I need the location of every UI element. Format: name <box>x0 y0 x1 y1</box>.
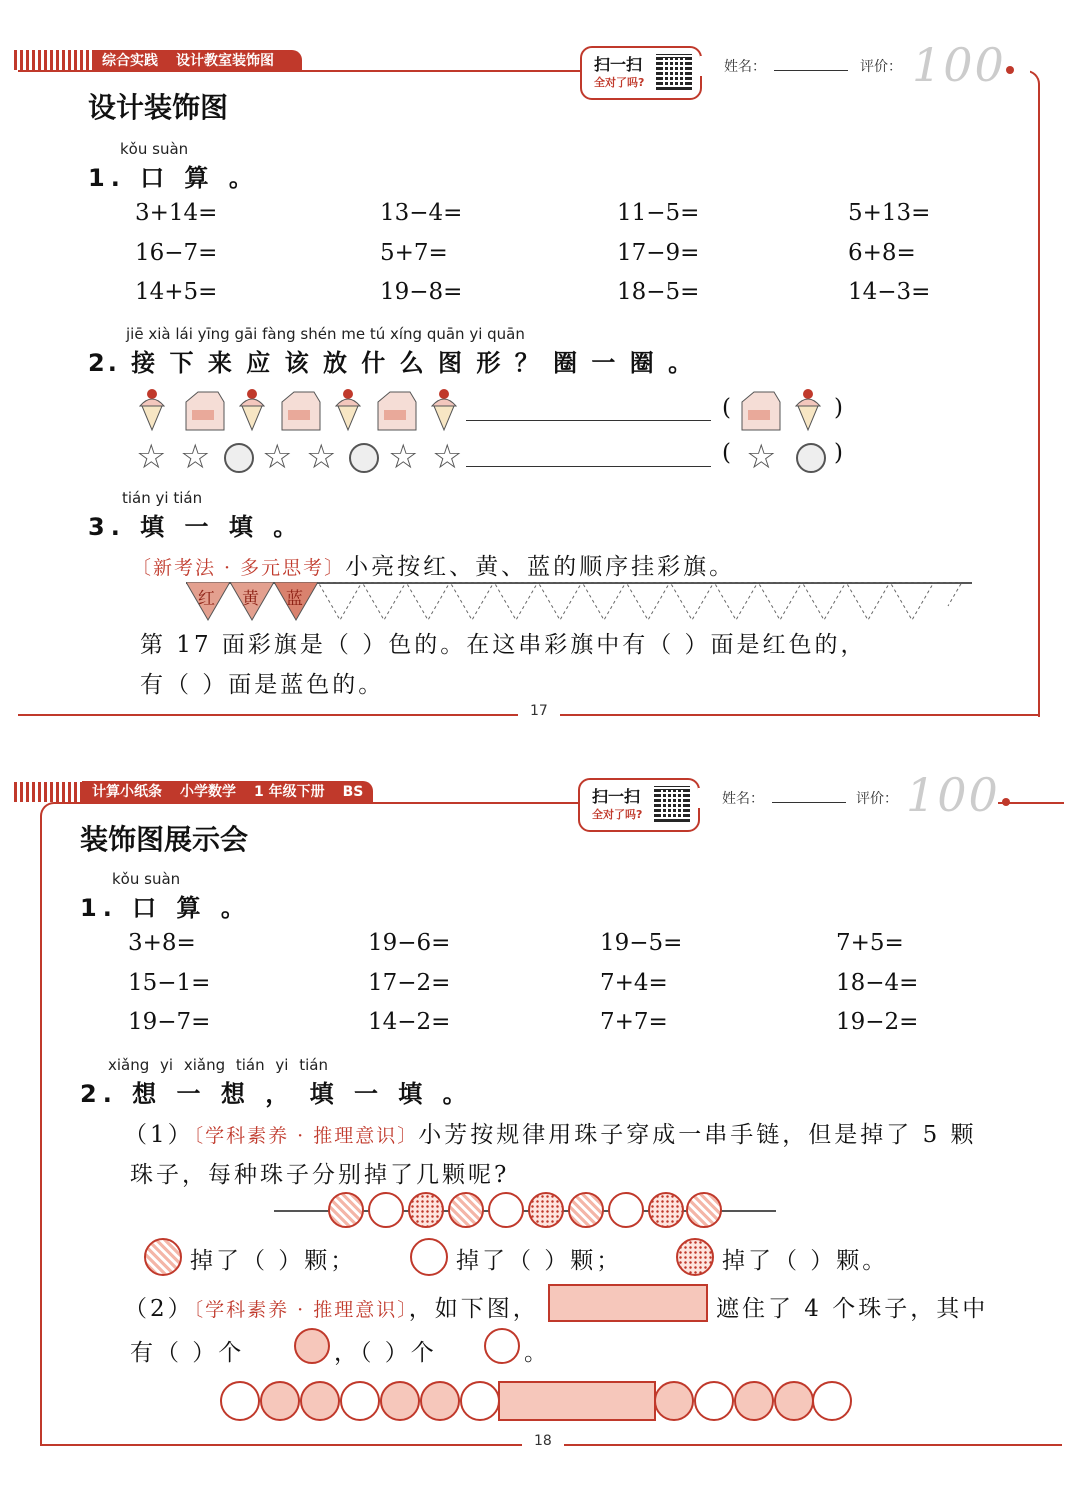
q1-equation: 18−4= <box>836 970 919 996</box>
q1-equation: 18−5= <box>617 279 700 305</box>
page-title: 设计装饰图 <box>88 91 229 124</box>
q3-tag: 〔新考法 · 多元思考〕 <box>132 557 346 579</box>
eval-label: 评价： <box>856 791 898 807</box>
bead-filled <box>380 1381 420 1421</box>
q1-equation: 17−2= <box>368 970 451 996</box>
bead-striped <box>568 1192 604 1228</box>
bead-plain <box>694 1381 734 1421</box>
bead-plain <box>460 1381 500 1421</box>
icecream-icon <box>140 389 164 430</box>
icecream-icon <box>336 389 360 430</box>
p2-text2: 遮住了 4 个珠子，其中 <box>716 1296 989 1322</box>
bead-filled <box>420 1381 460 1421</box>
answer-line[interactable] <box>466 466 711 467</box>
q2-heading: 2. 想 一 想 ， 填 一 填 。 <box>80 1080 473 1108</box>
star-icon: ☆ <box>306 437 337 477</box>
p2-text3a: 有（ ）个 <box>130 1340 245 1366</box>
q3-intro: 小亮按红、黄、蓝的顺序挂彩旗。 <box>345 554 736 580</box>
bead-dotted <box>528 1192 564 1228</box>
q1-equation: 17−9= <box>617 240 700 266</box>
circle-icon[interactable] <box>796 443 826 473</box>
q1-equation: 14−2= <box>368 1009 451 1035</box>
choice-paren-close: ) <box>834 440 846 466</box>
bead-plain <box>368 1192 404 1228</box>
frame-dot <box>1006 66 1014 74</box>
q2-heading: 2. 接 下 来 应 该 放 什 么 图 形 ？ 圈 一 圈 。 <box>88 349 696 377</box>
scan-qr-box[interactable] <box>580 46 702 100</box>
bead-plain <box>812 1381 852 1421</box>
q1-equation: 19−2= <box>836 1009 919 1035</box>
worksheet-page-17 <box>0 0 1080 745</box>
p2-tag: 〔学科素养 · 推理意识〕 <box>193 1299 409 1321</box>
answer-dotted: 掉了（ ）颗。 <box>722 1248 889 1274</box>
milk-box-icon <box>742 392 780 430</box>
q1-heading: 1. 口 算 。 <box>80 894 251 922</box>
q3-heading: 3. 填 一 填 。 <box>88 513 304 541</box>
header-tag <box>82 781 373 803</box>
p1-number: （1） <box>124 1122 194 1148</box>
star-icon[interactable]: ☆ <box>746 437 777 477</box>
p2-text1: ，如下图， <box>408 1296 539 1322</box>
q1-equation: 13−4= <box>380 200 463 226</box>
name-label: 姓名： <box>722 791 764 807</box>
p1-text2: 珠子，每种珠子分别掉了几颗呢? <box>130 1162 510 1188</box>
page-number: 18 <box>522 1433 564 1449</box>
header-tag-topic: 设计教室装饰图 <box>176 53 274 69</box>
q3-question-line2: 有（ ）面是蓝色的。 <box>140 672 385 698</box>
page-number: 17 <box>518 703 560 719</box>
q1-equation: 14−3= <box>848 279 931 305</box>
q1-equation: 15−1= <box>128 970 211 996</box>
bead-plain <box>608 1192 644 1228</box>
bead-dotted <box>648 1192 684 1228</box>
frame-dot <box>1002 798 1010 806</box>
q1-equation: 3+14= <box>135 200 218 226</box>
scan-title: 扫一扫 <box>594 55 643 74</box>
q2-pinyin: xiǎng yi xiǎng tián yi tián <box>108 1056 328 1074</box>
score-watermark: 100 <box>906 768 1000 822</box>
name-input-line[interactable] <box>772 802 846 803</box>
q1-equation: 7+5= <box>836 930 904 956</box>
star-icon: ☆ <box>262 437 293 477</box>
header-tag-subject: 小学数学 <box>180 784 236 800</box>
icecream-icon <box>432 389 456 430</box>
bead-filled <box>774 1381 814 1421</box>
header-stripes <box>14 50 94 70</box>
choice-paren-open: ( <box>722 395 734 421</box>
bead-plain <box>340 1381 380 1421</box>
q3-question-line1: 第 17 面彩旗是（ ）色的。在这串彩旗中有（ ）面是红色的， <box>140 632 867 658</box>
p1-text1: 小芳按规律用珠子穿成一串手链，但是掉了 5 颗 <box>418 1122 977 1148</box>
star-icon: ☆ <box>180 437 211 477</box>
p2-number: （2） <box>124 1296 194 1322</box>
p2-text3c: 。 <box>524 1340 550 1366</box>
q1-equation: 19−6= <box>368 930 451 956</box>
score-watermark: 100 <box>912 38 1006 92</box>
bead-plain <box>484 1328 520 1364</box>
worksheet-page-18 <box>0 748 1080 1494</box>
milk-box-icon <box>186 392 224 430</box>
q1-equation: 14+5= <box>135 279 218 305</box>
q1-equation: 19−5= <box>600 930 683 956</box>
choice-options-row1[interactable] <box>740 388 830 434</box>
circle-icon <box>224 443 254 473</box>
q1-equation: 5+7= <box>380 240 448 266</box>
bead-striped <box>686 1192 722 1228</box>
bead-striped <box>144 1238 182 1276</box>
qr-code-icon <box>654 786 690 822</box>
header-tag <box>92 50 302 72</box>
q1-equation: 19−7= <box>128 1009 211 1035</box>
q1-equation: 19−8= <box>380 279 463 305</box>
q1-heading: 1. 口 算 。 <box>88 164 259 192</box>
icecream-icon <box>796 389 820 430</box>
star-icon: ☆ <box>432 437 463 477</box>
scan-subtitle: 全对了吗? <box>594 76 645 89</box>
header-stripes <box>14 782 84 802</box>
answer-line[interactable] <box>466 420 711 421</box>
page-title: 装饰图展示会 <box>80 823 249 856</box>
bead-filled <box>260 1381 300 1421</box>
header-tag-section: 综合实践 <box>102 53 158 69</box>
q1-equation: 7+7= <box>600 1009 668 1035</box>
p2-line1 <box>124 1290 539 1323</box>
cover-rectangle <box>498 1381 656 1421</box>
scan-qr-box[interactable] <box>578 778 700 832</box>
choice-paren-close: ) <box>834 395 846 421</box>
scan-title: 扫一扫 <box>592 787 641 806</box>
q1-equation: 6+8= <box>848 240 916 266</box>
milk-box-icon <box>282 392 320 430</box>
bead-plain <box>220 1381 260 1421</box>
star-icon: ☆ <box>136 437 167 477</box>
q1-equation: 5+13= <box>848 200 931 226</box>
bead-dotted <box>408 1192 444 1228</box>
bead-dotted <box>676 1238 714 1276</box>
q1-equation: 16−7= <box>135 240 218 266</box>
flag-label-yellow: 黄 <box>242 589 262 609</box>
bead-filled <box>734 1381 774 1421</box>
answer-striped: 掉了（ ）颗； <box>190 1248 357 1274</box>
bead-filled <box>300 1381 340 1421</box>
bead-filled <box>294 1328 330 1364</box>
q1-equation: 7+4= <box>600 970 668 996</box>
pattern-row-icecream-milk <box>138 388 468 434</box>
header-tag-series: 计算小纸条 <box>92 784 162 800</box>
name-input-line[interactable] <box>774 70 848 71</box>
bead-filled <box>654 1381 694 1421</box>
cover-rectangle <box>548 1284 708 1322</box>
eval-label: 评价： <box>860 59 902 75</box>
milk-box-icon <box>378 392 416 430</box>
bead-striped <box>328 1192 364 1228</box>
q3-pinyin: tián yi tián <box>122 489 203 507</box>
bead-plain <box>410 1238 448 1276</box>
bead-plain <box>488 1192 524 1228</box>
answer-plain: 掉了（ ）颗； <box>456 1248 623 1274</box>
choice-paren-open: ( <box>722 440 734 466</box>
q1-pinyin: kǒu suàn <box>112 870 181 888</box>
q1-pinyin: kǒu suàn <box>120 140 189 158</box>
q2-pinyin: jiē xià lái yīng gāi fàng shén me tú xíng quān yi quān <box>126 325 525 343</box>
header-tag-edition: BS <box>342 784 364 800</box>
scan-subtitle: 全对了吗? <box>592 808 643 821</box>
name-label: 姓名： <box>724 59 766 75</box>
q1-equation: 11−5= <box>617 200 700 226</box>
p1-line1 <box>124 1116 977 1149</box>
header-tag-grade: 1 年级下册 <box>254 784 325 800</box>
q3-intro-line <box>132 548 735 581</box>
flag-label-blue: 蓝 <box>286 589 306 609</box>
p1-tag: 〔学科素养 · 推理意识〕 <box>193 1125 419 1147</box>
circle-icon <box>349 443 379 473</box>
qr-code-icon <box>656 54 692 90</box>
bead-striped <box>448 1192 484 1228</box>
q1-equation: 3+8= <box>128 930 196 956</box>
p2-text3b: ，（ ）个 <box>334 1340 437 1366</box>
flag-label-red: 红 <box>198 589 218 609</box>
icecream-icon <box>240 389 264 430</box>
star-icon: ☆ <box>388 437 419 477</box>
